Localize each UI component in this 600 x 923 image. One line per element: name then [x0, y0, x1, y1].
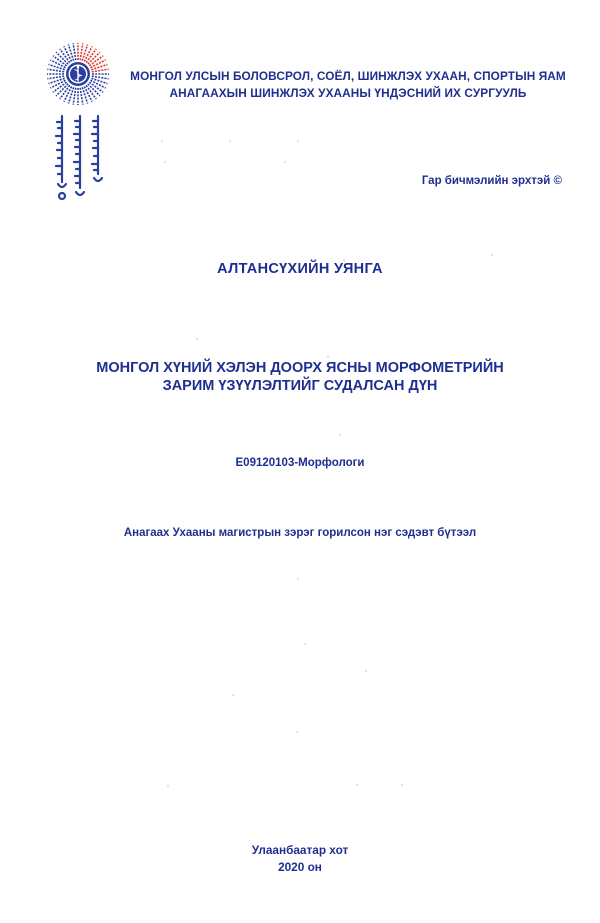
thesis-title: [0, 359, 600, 395]
university-name: АНАГААХЫН ШИНЖЛЭХ УХААНЫ ҮНДЭСНИЙ ИХ СУРГУУЛЬ: [169, 86, 527, 100]
scan-speck: [284, 161, 286, 163]
scan-speck: [365, 670, 367, 672]
scan-speck: [343, 259, 345, 261]
city: Улаанбаатар хот: [251, 843, 349, 857]
institution-header: [128, 68, 568, 102]
scan-speck: [296, 731, 298, 733]
university-logo-icon: [44, 40, 112, 108]
scan-speck: [491, 254, 493, 256]
scan-speck: [327, 356, 329, 358]
scan-speck: [304, 643, 306, 645]
author-name: АЛТАНСҮХИЙН УЯНГА: [217, 261, 383, 277]
scan-speck: [297, 140, 299, 142]
scan-speck: [339, 434, 341, 436]
year: 2020 он: [278, 860, 322, 874]
scan-speck: [356, 784, 358, 786]
specialty-code: E09120103-Морфологи: [235, 457, 365, 469]
scan-speck: [229, 140, 231, 142]
place-and-year: [0, 842, 600, 876]
scan-speck: [196, 338, 198, 340]
scan-speck: [297, 578, 299, 580]
scan-speck: [161, 140, 163, 142]
scan-speck: [167, 785, 169, 787]
thesis-title-line-2: ЗАРИМ ҮЗҮҮЛЭЛТИЙГ СУДАЛСАН ДҮН: [162, 378, 438, 394]
copyright-notice: Гар бичмэлийн эрхтэй ©: [421, 175, 562, 187]
mongolian-script-emblem: [50, 112, 110, 204]
scan-speck: [232, 694, 234, 696]
scan-speck: [401, 784, 403, 786]
thesis-title-line-1: МОНГОЛ ХҮНИЙ ХЭЛЭН ДООРХ ЯСНЫ МОРФОМЕТРИЙН: [96, 360, 504, 376]
degree-statement: Анагаах Ухааны магистрын зэрэг горилсон нэг сэдэвт бүтээл: [123, 527, 477, 539]
ministry-name: МОНГОЛ УЛСЫН БОЛОВСРОЛ, СОЁЛ, ШИНЖЛЭХ УХААН, СПОРТЫН ЯАМ: [130, 69, 566, 83]
scan-speck: [164, 161, 166, 163]
